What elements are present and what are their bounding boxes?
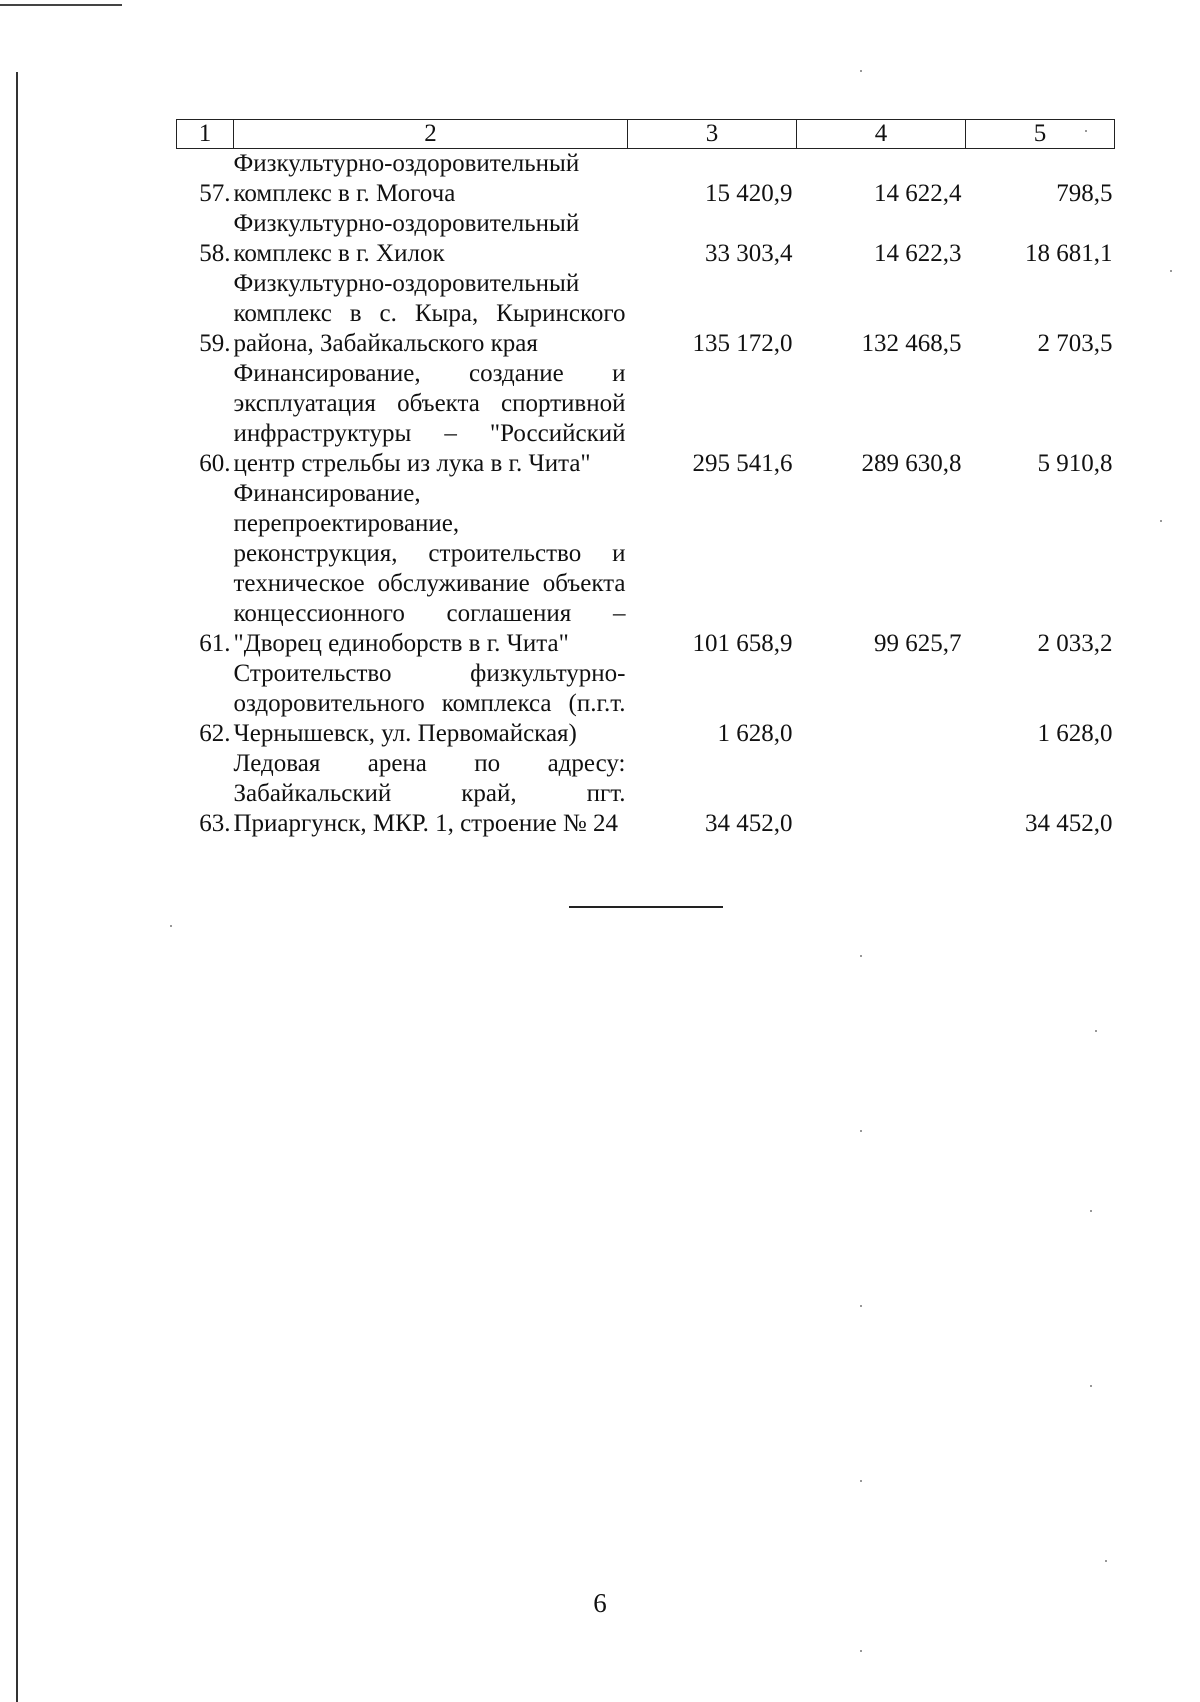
column-header-5: 5 [966, 120, 1115, 149]
object-name: Ледовая арена по адресу: Забайкальский край, пгт. Приаргунск, МКР. 1, строение № 24 [233, 750, 626, 837]
amount-total: 1 628,0 [717, 720, 793, 747]
row-number: 57. [199, 180, 231, 207]
budget-table [176, 119, 1115, 839]
column-header-4: 4 [797, 120, 966, 149]
table-row [177, 659, 1115, 749]
amount-col4: 14 622,3 [874, 240, 962, 267]
amount-col4: 132 468,5 [861, 330, 962, 357]
row-number: 61. [199, 630, 231, 657]
object-name: Финансирование, создание и эксплуатация объекта спортивной инфраструктуры – "Российский центр стрельбы из лука в г. Чита" [233, 360, 626, 477]
scan-speck [860, 1305, 862, 1307]
scan-speck [1170, 270, 1172, 272]
table-row [177, 209, 1115, 269]
scan-speck [1090, 1385, 1092, 1387]
amount-col5: 1 628,0 [1037, 720, 1113, 747]
page-number: 6 [593, 1588, 607, 1618]
table-row [177, 749, 1115, 839]
scan-speck [1095, 1030, 1097, 1032]
end-of-table-rule [569, 906, 723, 908]
table-body [177, 149, 1115, 840]
row-number: 59. [199, 330, 231, 357]
scan-speck [860, 70, 862, 72]
amount-total: 295 541,6 [692, 450, 793, 477]
column-header-2: 2 [234, 120, 628, 149]
object-name: Финансирование, перепроектирование, реконструкция, строительство и техническое обслуживание объекта концессионного соглашения – "Дворец единоборств в г. Чита" [233, 480, 626, 657]
row-number: 63. [199, 810, 231, 837]
table-header [177, 120, 1115, 149]
amount-col4: 99 625,7 [874, 630, 962, 657]
scan-edge-top [0, 4, 122, 6]
object-name: Физкультурно-оздоровительный комплекс в г. Могоча [233, 150, 580, 207]
amount-total: 135 172,0 [692, 330, 793, 357]
scan-speck [1105, 1560, 1107, 1562]
header-row [177, 120, 1115, 149]
amount-total: 101 658,9 [692, 630, 793, 657]
amount-col5: 18 681,1 [1025, 240, 1113, 267]
scan-speck [1160, 520, 1162, 522]
table-row [177, 149, 1115, 210]
row-number: 62. [199, 720, 231, 747]
amount-col5: 798,5 [1056, 180, 1113, 207]
amount-col5: 5 910,8 [1037, 450, 1113, 477]
amount-col5: 2 033,2 [1037, 630, 1113, 657]
column-header-1: 1 [177, 120, 234, 149]
scan-speck [860, 1130, 862, 1132]
scan-speck [170, 925, 172, 927]
scan-speck [860, 1650, 862, 1652]
table-row [177, 479, 1115, 659]
amount-col5: 34 452,0 [1025, 810, 1113, 837]
scan-speck [1090, 1210, 1092, 1212]
amount-col5: 2 703,5 [1037, 330, 1113, 357]
scan-speck [1085, 130, 1087, 132]
object-name: Физкультурно-оздоровительный комплекс в г. Хилок [233, 210, 580, 267]
table-row [177, 269, 1115, 359]
amount-total: 33 303,4 [705, 240, 793, 267]
scan-speck [860, 955, 862, 957]
scan-edge-left [16, 72, 18, 1702]
column-header-3: 3 [628, 120, 797, 149]
amount-total: 34 452,0 [705, 810, 793, 837]
row-number: 58. [199, 240, 231, 267]
amount-total: 15 420,9 [705, 180, 793, 207]
scan-speck [860, 1480, 862, 1482]
object-name: Строительство физкультурно-оздоровительного комплекса (п.г.т. Чернышевск, ул. Первомайская) [233, 660, 626, 747]
row-number: 60. [199, 450, 231, 477]
budget-table-container [176, 119, 1114, 839]
amount-col4 [797, 659, 966, 749]
amount-col4: 14 622,4 [874, 180, 962, 207]
object-name: Физкультурно-оздоровительный комплекс в с. Кыра, Кыринского района, Забайкальского края [233, 270, 626, 357]
amount-col4 [797, 749, 966, 839]
table-row [177, 359, 1115, 479]
amount-col4: 289 630,8 [861, 450, 962, 477]
